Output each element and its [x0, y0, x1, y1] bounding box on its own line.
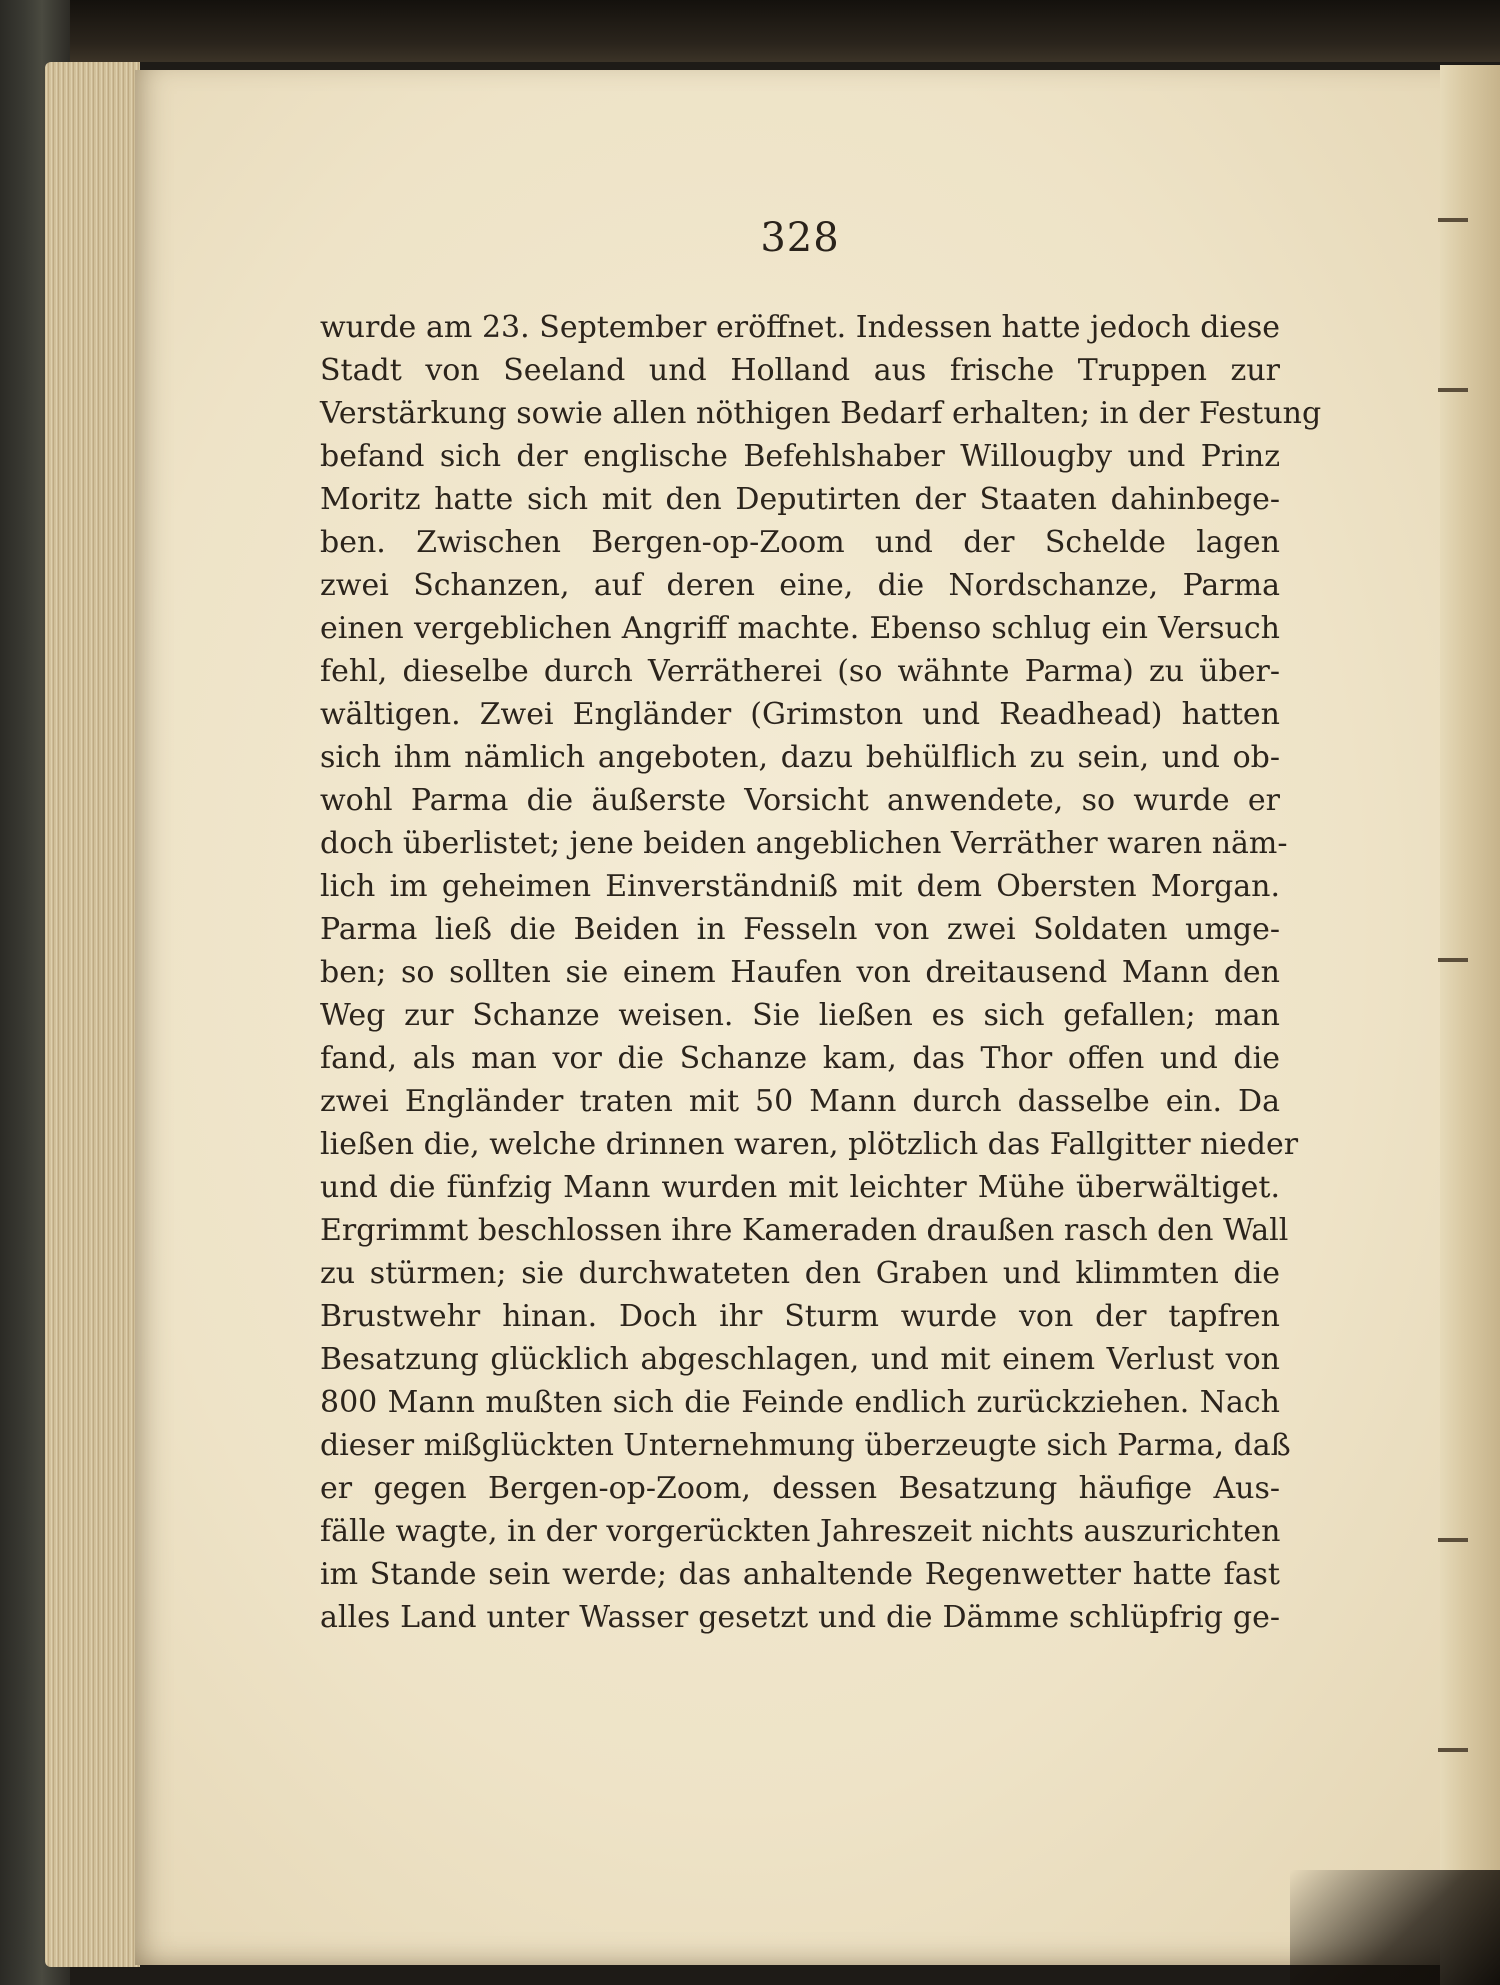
text-line: fehl, dieselbe durch Verrätherei (so wähnte Parma) zu über-	[320, 654, 1280, 689]
text-line: Ergrimmt beschlossen ihre Kameraden draußen rasch den Wall	[320, 1213, 1289, 1248]
text-line: Moritz hatte sich mit den Deputirten der Staaten dahinbege-	[320, 482, 1280, 517]
text-line: ben. Zwischen Bergen-op-Zoom und der Schelde lagen	[320, 525, 1280, 560]
text-line: wurde am 23. September eröffnet. Indessen hatte jedoch diese	[320, 310, 1280, 345]
page-tab-marker	[1438, 1538, 1468, 1542]
text-line: Brustwehr hinan. Doch ihr Sturm wurde von der tapfren	[320, 1299, 1280, 1334]
page-tab-marker	[1438, 958, 1468, 962]
text-line: Stadt von Seeland und Holland aus frische Truppen zur	[320, 353, 1280, 388]
text-line: wohl Parma die äußerste Vorsicht anwendete, so wurde er	[320, 783, 1280, 818]
text-line: sich ihm nämlich angeboten, dazu behülflich zu sein, und ob-	[320, 740, 1280, 775]
page-tab-marker	[1438, 388, 1468, 392]
text-line: 800 Mann mußten sich die Feinde endlich zurückziehen. Nach	[320, 1385, 1280, 1420]
text-line: alles Land unter Wasser gesetzt und die Dämme schlüpfrig ge-	[320, 1600, 1280, 1635]
page-edges	[45, 62, 140, 1967]
text-line: Verstärkung sowie allen nöthigen Bedarf erhalten; in der Festung	[320, 396, 1322, 431]
text-line: zwei Engländer traten mit 50 Mann durch dasselbe ein. Da	[320, 1084, 1280, 1119]
text-line: einen vergeblichen Angriff machte. Ebenso schlug ein Versuch	[320, 611, 1280, 646]
text-line: ben; so sollten sie einem Haufen von dreitausend Mann den	[320, 955, 1280, 990]
page-tab-marker	[1438, 218, 1468, 222]
text-line: Besatzung glücklich abgeschlagen, und mit einem Verlust von	[320, 1342, 1280, 1377]
book-cover-top	[0, 0, 1500, 62]
text-line: befand sich der englische Befehlshaber Willougby und Prinz	[320, 439, 1280, 474]
text-line: ließen die, welche drinnen waren, plötzlich das Fallgitter nieder	[320, 1127, 1299, 1162]
page-tab-marker	[1438, 1748, 1468, 1752]
text-line: doch überlistet; jene beiden angeblichen Verräther waren näm-	[320, 826, 1288, 861]
page-gutter-right	[1440, 65, 1500, 1985]
text-line: zu stürmen; sie durchwateten den Graben und klimmten die	[320, 1256, 1280, 1291]
text-line: im Stande sein werde; das anhaltende Regenwetter hatte fast	[320, 1557, 1280, 1592]
text-line: wältigen. Zwei Engländer (Grimston und Readhead) hatten	[320, 697, 1280, 732]
text-line: fand, als man vor die Schanze kam, das Thor offen und die	[320, 1041, 1280, 1076]
book-shadow-corner	[1290, 1870, 1500, 1985]
text-line: und die fünfzig Mann wurden mit leichter Mühe überwältiget.	[320, 1170, 1280, 1205]
text-line: Weg zur Schanze weisen. Sie ließen es sich gefallen; man	[320, 998, 1280, 1033]
text-line: lich im geheimen Einverständniß mit dem Obersten Morgan.	[320, 869, 1280, 904]
text-line: dieser mißglückten Unternehmung überzeugte sich Parma, daß	[320, 1428, 1291, 1463]
page-number: 328	[760, 215, 840, 261]
text-line: Parma ließ die Beiden in Fesseln von zwei Soldaten umge-	[320, 912, 1280, 947]
text-line: er gegen Bergen-op-Zoom, dessen Besatzung häufige Aus-	[320, 1471, 1280, 1506]
body-text	[320, 306, 1322, 1639]
text-line: fälle wagte, in der vorgerückten Jahreszeit nichts auszurichten	[320, 1514, 1281, 1549]
text-line: zwei Schanzen, auf deren eine, die Nordschanze, Parma	[320, 568, 1280, 603]
